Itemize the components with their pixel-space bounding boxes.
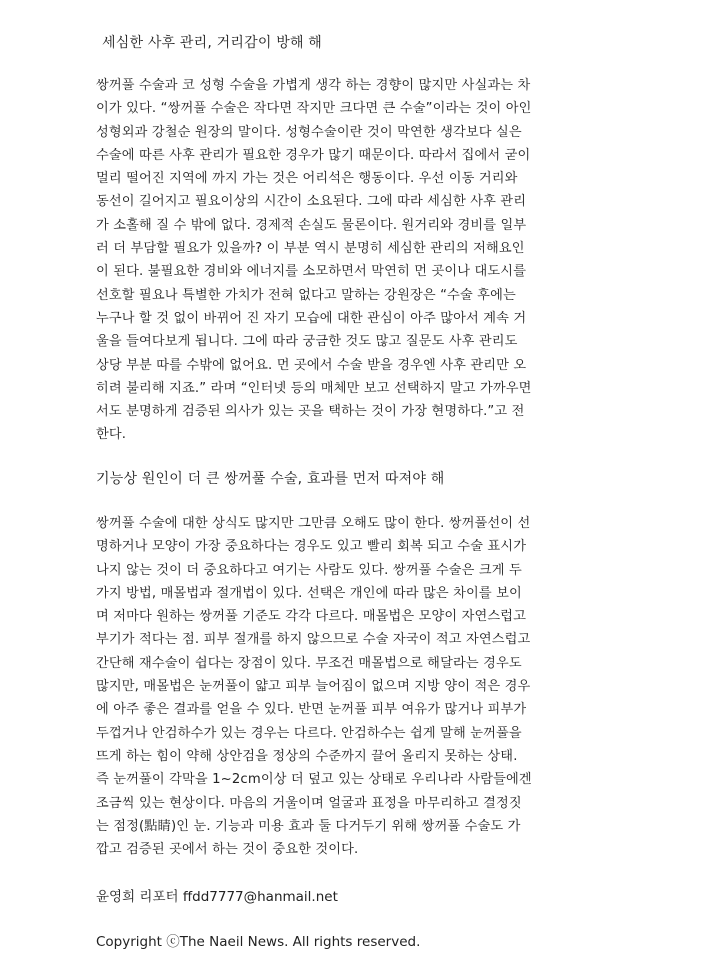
paragraph-aftercare <box>96 74 532 447</box>
text-line: 부기가 적다는 점. 피부 절개를 하지 않으므로 수술 자국이 적고 자연스럽고 <box>96 632 531 648</box>
text-line: 수술에 따른 사후 관리가 필요한 경우가 많기 때문이다. 따라서 집에서 굳이 <box>96 147 531 163</box>
text-line: 멀리 떨어진 지역에 까지 가는 것은 어리석은 행동이다. 우선 이동 거리와 <box>96 171 518 187</box>
text-line: 선호할 필요나 특별한 가치가 전혀 없다고 말하는 강원장은 “수술 후에는 <box>96 287 516 303</box>
text-line: 즉 눈꺼풀이 각막을 1~2cm이상 더 덮고 있는 상태로 우리나라 사람들에겐 <box>96 772 532 788</box>
text-line: 뜨게 하는 힘이 약해 상안검을 정상의 수준까지 끌어 올리지 못하는 상태. <box>96 748 518 764</box>
text-line: 가지 방법, 매몰법과 절개법이 있다. 선택은 개인에 따라 많은 차이를 보이 <box>96 585 522 601</box>
text-line: 조금씩 있는 현상이다. 마음의 거울이며 얼굴과 표정을 마무리하고 결정짓 <box>96 795 522 811</box>
text-line: 깝고 검증된 곳에서 하는 것이 중요한 것이다. <box>96 842 359 858</box>
text-line: 성형외과 강철순 원장의 말이다. 성형수술이란 것이 막연한 생각보다 실은 <box>96 124 522 140</box>
section-heading-aftercare: 세심한 사후 관리, 거리감이 방해 해 <box>102 35 323 51</box>
text-line: 이가 있다. “쌍꺼풀 수술은 작다면 작지만 크다면 큰 수술”이라는 것이 아인 <box>96 101 532 117</box>
reporter-byline: 윤영희 리포터 ffdd7777@hanmail.net <box>96 889 338 905</box>
text-line: 누구나 할 것 없이 바뀌어 진 자기 모습에 대한 관심이 아주 많아서 계속 거 <box>96 310 527 326</box>
text-line: 두껍거나 안검하수가 있는 경우는 다르다. 안검하수는 쉽게 말해 눈꺼풀을 <box>96 725 522 741</box>
paragraph-function <box>96 512 532 861</box>
text-line: 간단해 재수술이 쉽다는 장점이 있다. 무조건 매몰법으로 해달라는 경우도 <box>96 655 522 671</box>
copyright-notice: Copyright ⓒThe Naeil News. All rights reserved. <box>96 934 421 950</box>
text-line: 많지만, 매몰법은 눈꺼풀이 얇고 피부 늘어짐이 없으며 지방 양이 적은 경우 <box>96 679 531 695</box>
text-line: 서도 분명하게 검증된 의사가 있는 곳을 택하는 것이 가장 현명하다.”고 전 <box>96 404 525 420</box>
text-line: 이 된다. 불필요한 경비와 에너지를 소모하면서 막연히 먼 곳이나 대도시를 <box>96 264 527 280</box>
text-line: 가 소홀해 질 수 밖에 없다. 경제적 손실도 물론이다. 원거리와 경비를 일부 <box>96 217 527 233</box>
text-line: 쌍꺼풀 수술과 코 성형 수술을 가볍게 생각 하는 경향이 많지만 사실과는 차 <box>96 78 531 93</box>
text-line: 동선이 길어지고 필요이상의 시간이 소요된다. 그에 따라 세심한 사후 관리 <box>96 194 527 210</box>
text-line: 러 더 부담할 필요가 있을까? 이 부분 역시 분명히 세심한 관리의 저해요인 <box>96 241 525 257</box>
text-line: 에 아주 좋은 결과를 얻을 수 있다. 반면 눈꺼풀 피부 여유가 많거나 피부가 <box>96 702 527 718</box>
text-line: 는 점정(點睛)인 눈. 기능과 미용 효과 둘 다거두기 위해 쌍꺼풀 수술도 가 <box>96 818 521 834</box>
section-heading-function: 기능상 원인이 더 큰 쌍꺼풀 수술, 효과를 먼저 따져야 해 <box>96 471 445 487</box>
text-line: 며 저마다 원하는 쌍꺼풀 기준도 각각 다르다. 매몰법은 모양이 자연스럽고 <box>96 609 527 625</box>
text-line: 울을 들여다보게 됩니다. 그에 따라 궁금한 것도 많고 질문도 사후 관리도 <box>96 334 518 350</box>
text-line: 쌍꺼풀 수술에 대한 상식도 많지만 그만큼 오해도 많이 한다. 쌍꺼풀선이 선 <box>96 516 531 531</box>
text-line: 한다. <box>96 427 127 443</box>
text-line: 상당 부분 따를 수밖에 없어요. 먼 곳에서 수술 받을 경우엔 사후 관리만 오 <box>96 357 527 373</box>
text-line: 나지 않는 것이 더 중요하다고 여기는 사람도 있다. 쌍꺼풀 수술은 크게 두 <box>96 562 522 578</box>
text-line: 히려 불리해 지죠.” 라며 “인터넷 등의 매체만 보고 선택하지 말고 가까우면 <box>96 380 532 396</box>
text-line: 명하거나 모양이 가장 중요하다는 경우도 있고 빨리 회복 되고 수술 표시가 <box>96 539 527 555</box>
